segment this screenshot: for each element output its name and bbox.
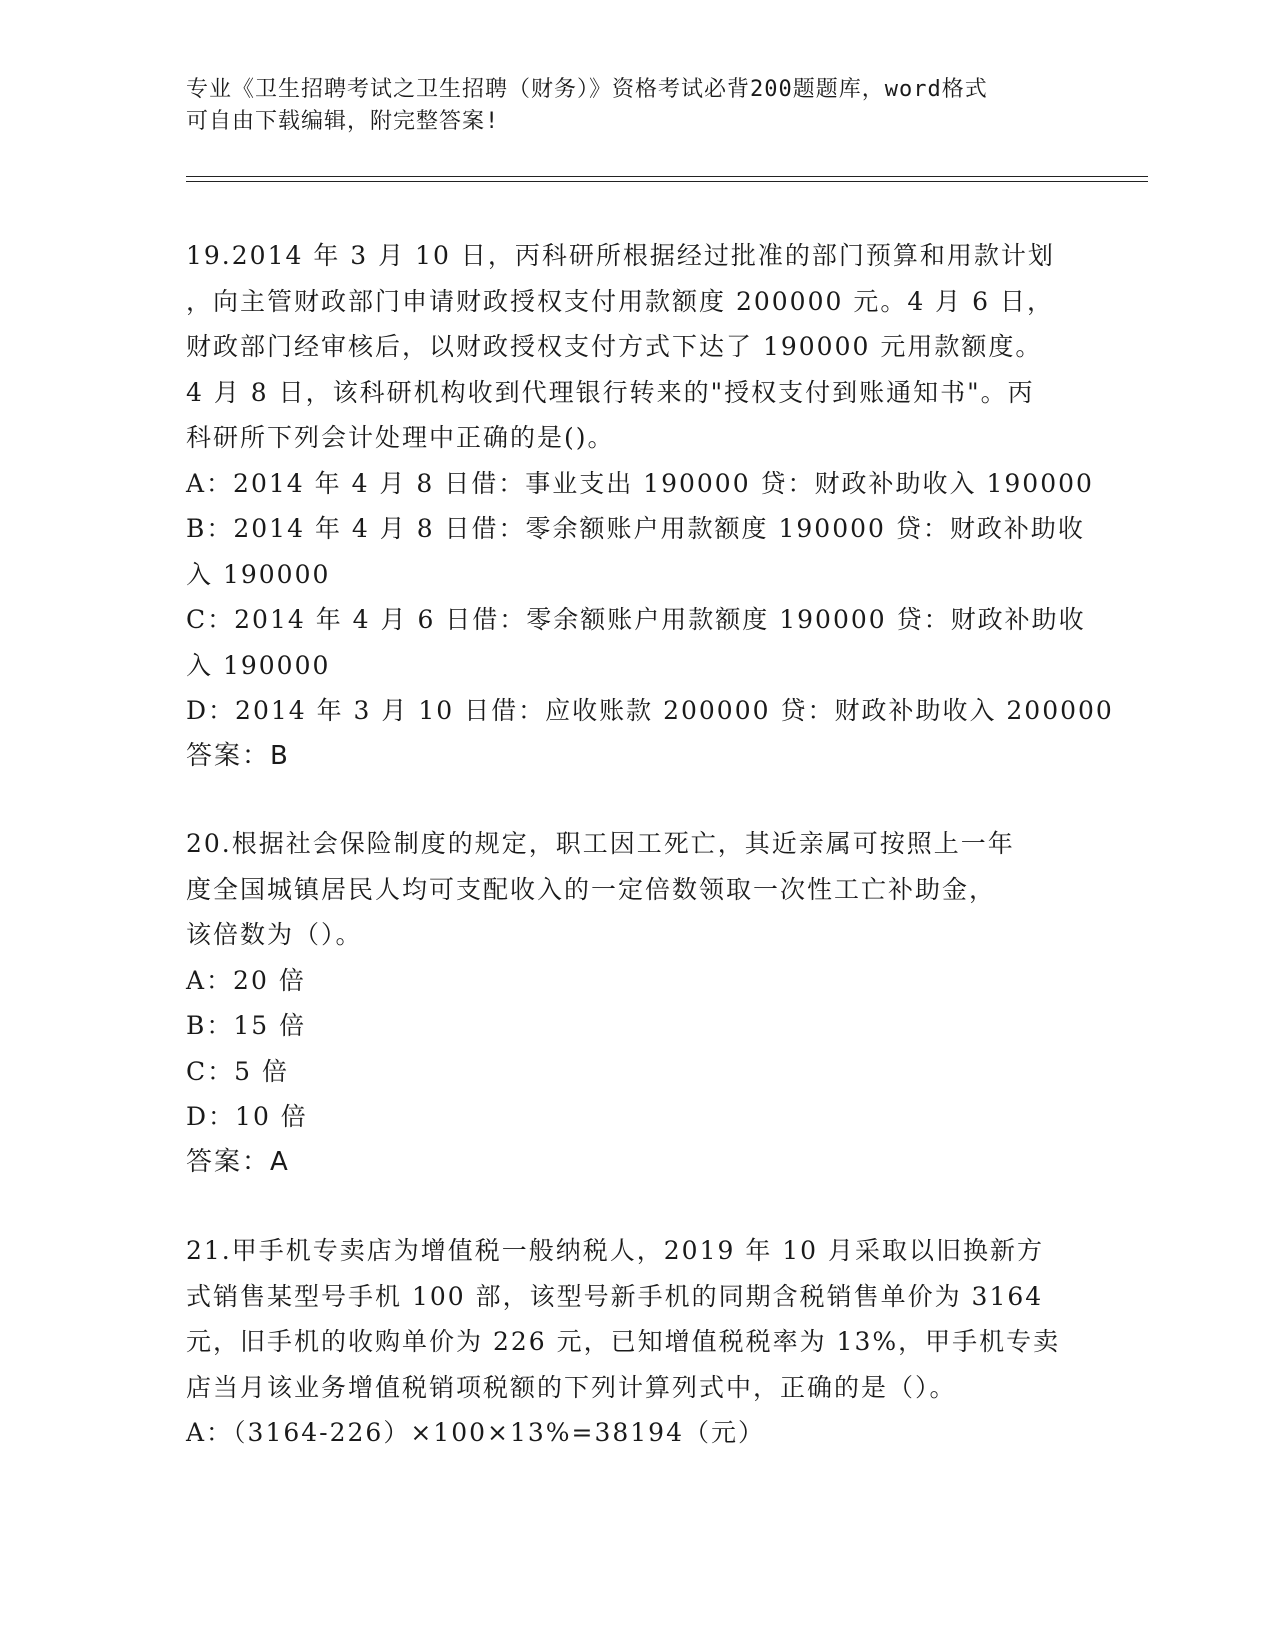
header-line: 专业《卫生招聘考试之卫生招聘（财务）》资格考试必背200题题库，word格式: [186, 77, 988, 102]
option-line: C：2014 年 4 月 6 日借：零余额账户用款额度 190000 贷：财政补助收: [186, 605, 1086, 634]
question-stem-line: ，向主管财政部门申请财政授权支付用款额度 200000 元。4 月 6 日，: [186, 286, 1054, 316]
question-stem-line: 该倍数为（）。: [186, 920, 363, 949]
option-line: D：10 倍: [186, 1102, 308, 1131]
option-line: A：2014 年 4 月 8 日借：事业支出 190000 贷：财政补助收入 190000: [186, 468, 1094, 498]
header-divider-bottom: [186, 181, 1148, 182]
header-line: 可自由下载编辑，附完整答案!: [186, 109, 500, 134]
option-line: A：20 倍: [186, 965, 306, 995]
document-header: [186, 74, 1066, 138]
question-stem-line: 21.甲手机专卖店为增值税一般纳税人，2019 年 10 月采取以旧换新方: [186, 1236, 1045, 1265]
question-stem-line: 度全国城镇居民人均可支配收入的一定倍数领取一次性工亡补助金，: [186, 874, 997, 904]
question-stem-line: 4 月 8 日，该科研机构收到代理银行转来的"授权支付到账通知书"。丙: [186, 377, 1035, 407]
header-divider-top: [186, 176, 1148, 177]
question-stem-line: 式销售某型号手机 100 部，该型号新手机的同期含税销售单价为 3164: [186, 1281, 1044, 1311]
question-19: [186, 233, 1114, 779]
option-line: D：2014 年 3 月 10 日借：应收账款 200000 贷：财政补助收入 200000: [186, 696, 1114, 725]
question-stem-line: 元，旧手机的收购单价为 226 元，已知增值税税率为 13%，甲手机专卖: [186, 1327, 1061, 1356]
question-stem-line: 20.根据社会保险制度的规定，职工因工死亡，其近亲属可按照上一年: [186, 829, 1015, 858]
option-line: C：5 倍: [186, 1056, 289, 1086]
option-line: 入 190000: [186, 559, 331, 589]
question-stem-line: 19.2014 年 3 月 10 日，丙科研所根据经过批准的部门预算和用款计划: [186, 241, 1055, 270]
option-line: B：15 倍: [186, 1011, 307, 1040]
answer-line: 答案：A: [186, 1146, 290, 1177]
question-21: [186, 1228, 1086, 1456]
question-stem-line: 财政部门经审核后，以财政授权支付方式下达了 190000 元用款额度。: [186, 332, 1043, 361]
option-line: 入 190000: [186, 650, 331, 680]
option-line: B：2014 年 4 月 8 日借：零余额账户用款额度 190000 贷：财政补助收: [186, 514, 1085, 543]
question-stem-line: 店当月该业务增值税销项税额的下列计算列式中，正确的是（）。: [186, 1372, 957, 1402]
question-20: [186, 821, 1086, 1185]
answer-line: 答案：B: [186, 740, 290, 771]
option-line: A：（3164-226）×100×13%=38194（元）: [186, 1418, 765, 1447]
question-stem-line: 科研所下列会计处理中正确的是()。: [186, 423, 615, 452]
